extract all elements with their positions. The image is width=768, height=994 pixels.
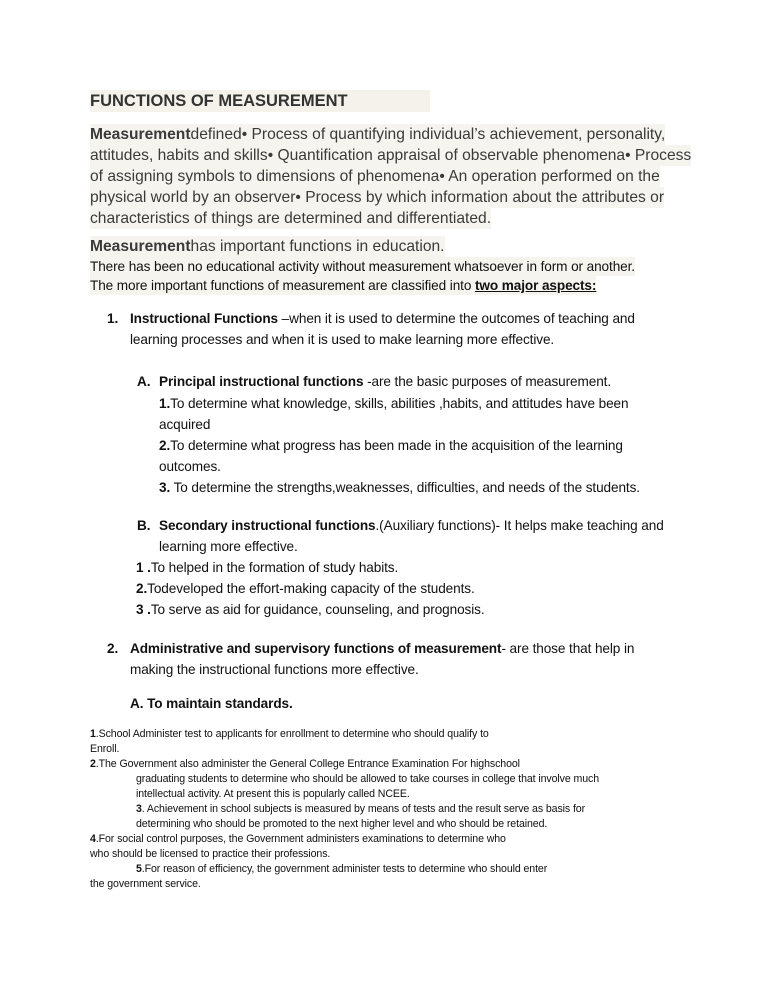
list-item: acquired — [159, 417, 211, 432]
text: –when it is used to determine the outcomes of teaching and — [278, 311, 635, 326]
list-number: 2. — [107, 641, 119, 656]
list-number: 4 — [90, 833, 96, 845]
text: To determine what knowledge, skills, abilities ,habits, and attitudes have been — [170, 396, 629, 411]
list-item — [136, 579, 475, 598]
definition-line: attitudes, habits and skills• Quantification appraisal of observable phenomena• Process — [90, 147, 692, 164]
text: making the instructional functions more effective. — [130, 662, 419, 677]
text: .School Administer test to applicants for enrollment to determine who should qualify to — [95, 728, 489, 740]
list-item: intellectual activity. At present this is popularly called NCEE. — [136, 788, 410, 800]
list-number: 2. — [159, 438, 171, 453]
page-title: FUNCTIONS OF MEASUREMENT — [90, 90, 430, 112]
text: To serve as aid for guidance, counseling, and prognosis. — [150, 602, 485, 617]
list-item: outcomes. — [159, 459, 221, 474]
subheading — [137, 516, 150, 535]
list-number: 3. — [159, 480, 171, 495]
intro-line — [90, 276, 596, 295]
section-heading — [130, 309, 635, 328]
emphasis: two major aspects: — [474, 278, 597, 293]
definition-line: characteristics of things are determined and differentiated. — [90, 210, 492, 227]
list-item — [90, 832, 506, 847]
list-item: determining who should be promoted to the next higher level and who should be retained. — [136, 818, 548, 830]
text: .For social control purposes, the Government administers examinations to determine who — [95, 833, 506, 845]
list-item — [159, 394, 628, 413]
list-number: 3 . — [136, 602, 151, 617]
text: .(Auxiliary functions)- It helps make teaching and — [375, 518, 664, 533]
text: learning more effective. — [159, 539, 298, 554]
list-item — [90, 757, 520, 772]
text: To determine the strengths,weaknesses, difficulties, and needs of the students. — [170, 480, 640, 495]
text: defined• Process of quantifying individual’s achievement, personality, — [190, 126, 666, 143]
list-item — [136, 558, 398, 577]
heading-bold: Administrative and supervisory functions of measurement — [130, 641, 502, 656]
list-number: 5 — [136, 863, 142, 875]
list-item: who should be licensed to practice their professions. — [90, 848, 331, 860]
text: To determine what progress has been made in the acquisition of the learning — [170, 438, 623, 453]
list-item — [136, 802, 585, 817]
definition-term: Measurement — [90, 126, 191, 143]
list-letter: A. — [137, 374, 151, 389]
heading-bold: Principal instructional functions — [159, 374, 364, 389]
text: -are the basic purposes of measurement. — [363, 374, 612, 389]
definition-line — [90, 124, 665, 145]
section-heading — [130, 639, 634, 658]
text: . Achievement in school subjects is measured by means of tests and the result serve as basis for — [141, 803, 586, 815]
list-number: 2 — [90, 758, 96, 770]
intro-line: There has been no educational activity without measurement whatsoever in form or another. — [90, 259, 635, 274]
text: learning processes and when it is used to make learning more effective. — [130, 332, 555, 347]
list-item — [90, 727, 489, 742]
subheading — [159, 516, 664, 535]
text: .For reason of efficiency, the government administer tests to determine who should enter — [141, 863, 548, 875]
section-heading — [107, 309, 118, 328]
intro-line — [90, 236, 445, 257]
list-item: the government service. — [90, 878, 201, 890]
list-item — [159, 478, 640, 497]
text: has important functions in education. — [190, 238, 445, 255]
subheading — [159, 372, 611, 391]
list-letter: B. — [137, 518, 151, 533]
list-item — [136, 600, 485, 619]
list-number: 1 . — [136, 560, 151, 575]
text: .The Government also administer the General College Entrance Examination For highschool — [95, 758, 520, 770]
heading-bold: Secondary instructional functions — [159, 518, 376, 533]
list-item: Enroll. — [90, 743, 120, 755]
text: The more important functions of measurement are classified into — [90, 278, 475, 293]
list-item — [159, 436, 623, 455]
heading-bold: Instructional Functions — [130, 311, 278, 326]
list-number: 2. — [136, 581, 148, 596]
subheading: A. To maintain standards. — [130, 696, 293, 711]
list-number: 3 — [136, 803, 142, 815]
definition-line: physical world by an observer• Process by which information about the attributes or — [90, 189, 665, 206]
subheading — [137, 372, 150, 391]
section-heading — [107, 639, 118, 658]
list-number: 1 — [90, 728, 96, 740]
list-number: 1. — [107, 311, 119, 326]
list-item — [136, 862, 547, 877]
list-item: graduating students to determine who should be allowed to take courses in college that involve much — [136, 773, 599, 785]
text: Todeveloped the effort-making capacity of the students. — [147, 581, 475, 596]
intro-term: Measurement — [90, 238, 191, 255]
text: To helped in the formation of study habits. — [150, 560, 399, 575]
list-number: 1. — [159, 396, 171, 411]
definition-line: of assigning symbols to dimensions of phenomena• An operation performed on the — [90, 168, 660, 185]
text: - are those that help in — [501, 641, 635, 656]
